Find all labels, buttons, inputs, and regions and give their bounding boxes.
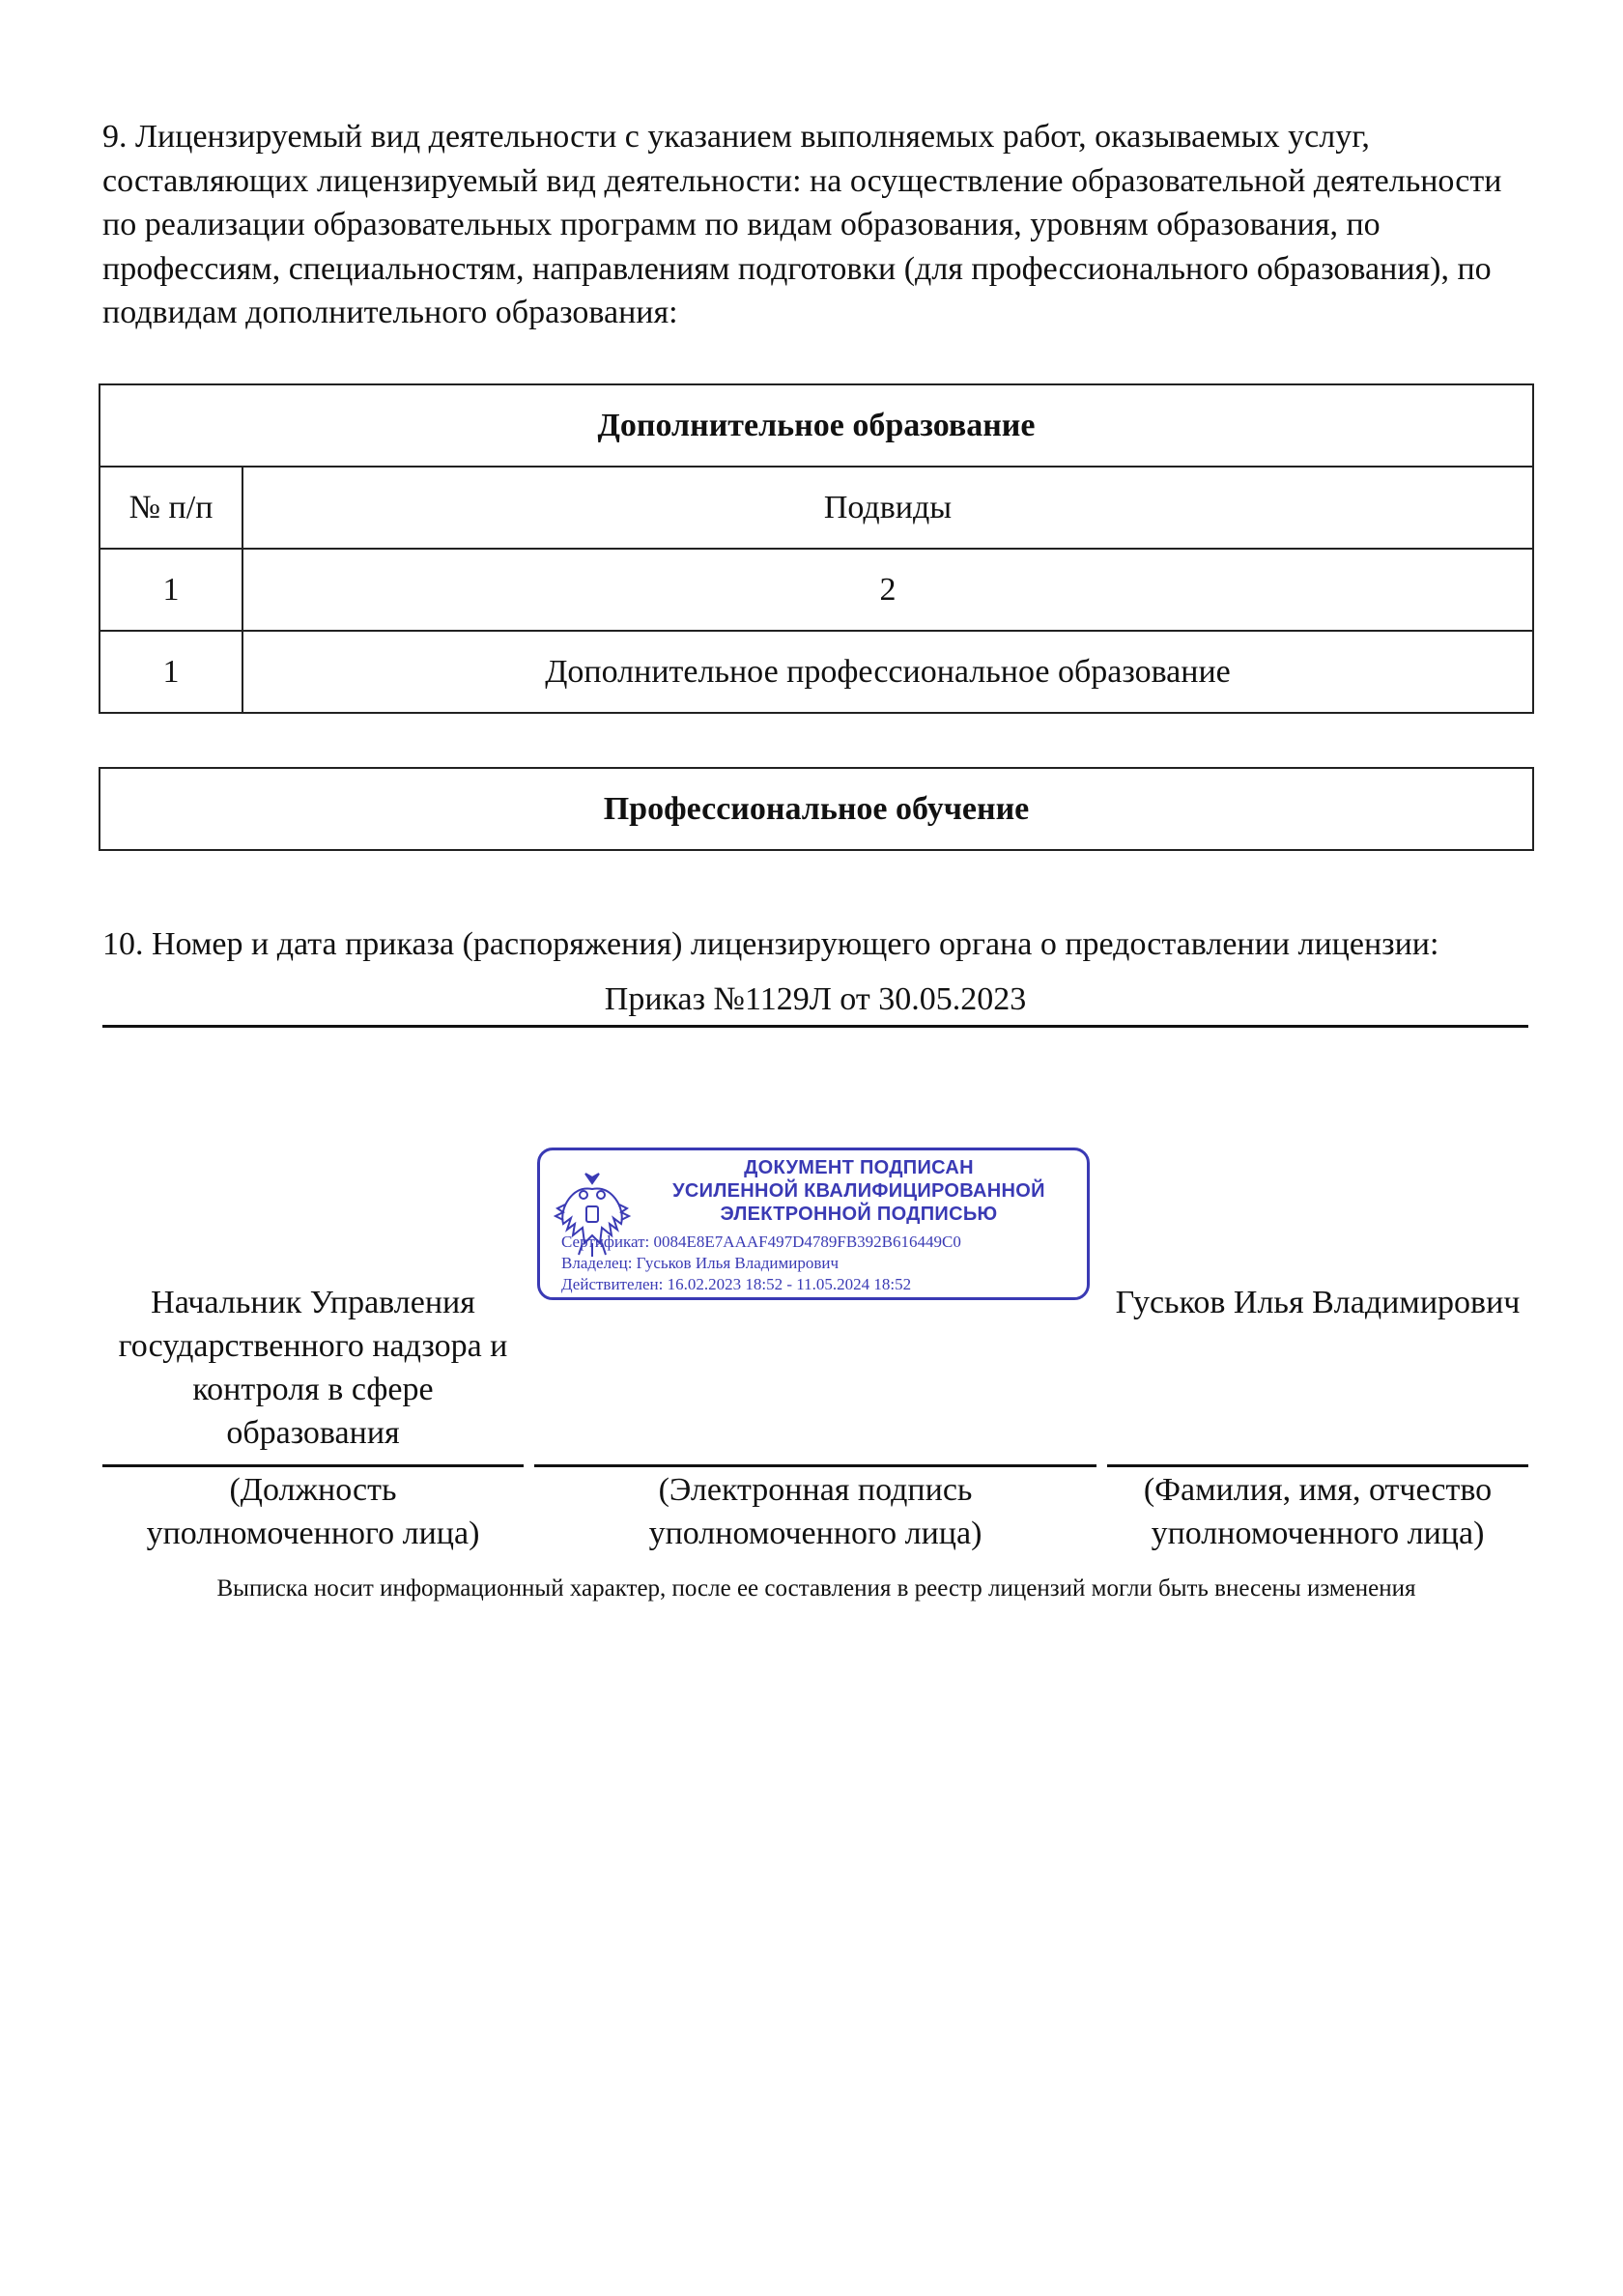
stamp-owner-label: Владелец: <box>561 1254 633 1272</box>
stamp-owner-value: Гуськов Илья Владимирович <box>636 1254 840 1272</box>
professional-training-table <box>99 767 1534 851</box>
stamp-valid-label: Действителен: <box>561 1275 664 1293</box>
stamp-certificate <box>561 1232 961 1253</box>
stamp-owner <box>561 1253 839 1274</box>
stamp-title-line: ЭЛЕКТРОННОЙ ПОДПИСЬЮ <box>720 1204 998 1225</box>
caption-line: (Фамилия, имя, отчество <box>1143 1472 1493 1508</box>
caption-position <box>102 1468 524 1555</box>
signature-line <box>102 1464 524 1467</box>
position-line: Начальник Управления <box>151 1285 475 1320</box>
column-header-subtypes: Подвиды <box>242 467 1533 549</box>
stamp-validity <box>561 1274 911 1295</box>
section-10-text: 10. Номер и дата приказа (распоряжения) лицензирующего органа о предоставлении лицензии: <box>102 926 1439 962</box>
row-subtype: Дополнительное профессиональное образование <box>242 631 1533 713</box>
additional-education-table <box>99 383 1534 714</box>
caption-line: уполномоченного лица) <box>648 1516 982 1551</box>
row-number: 1 <box>100 631 242 713</box>
column-numbers-row <box>100 549 1533 631</box>
stamp-certificate-label: Сертификат: <box>561 1233 650 1251</box>
section-9-text: 9. Лицензируемый вид деятельности с указанием выполняемых работ, оказываемых услуг, составляющих лицензируемый вид деятельности: на осуществление образовательной деятельности по реализации образовательных программ по видам образования, уровням образования, по профессиям, специальностям, направлениям подготовки (для профессионального образования), по подвидам дополнительного образования: <box>102 119 1502 330</box>
position-line: государственного надзора и <box>118 1328 508 1364</box>
disclaimer-note: Выписка носит информационный характер, после ее составления в реестр лицензий могли быть внесены изменения <box>216 1575 1416 1602</box>
table-title-row <box>100 768 1533 850</box>
table-title: Профессиональное обучение <box>100 768 1533 850</box>
table-row <box>100 631 1533 713</box>
official-name: Гуськов Илья Владимирович <box>1115 1285 1521 1320</box>
signature-line <box>534 1464 1096 1467</box>
official-position <box>102 1281 524 1455</box>
caption-line: уполномоченного лица) <box>146 1516 480 1551</box>
table-title-row <box>100 384 1533 467</box>
signature-line <box>1107 1464 1528 1467</box>
caption-line: уполномоченного лица) <box>1151 1516 1485 1551</box>
caption-line: (Электронная подпись <box>658 1472 973 1508</box>
stamp-certificate-value: 0084E8E7AAAF497D4789FB392B616449C0 <box>653 1233 961 1251</box>
column-header-number: № п/п <box>100 467 242 549</box>
stamp-title-line: ДОКУМЕНТ ПОДПИСАН <box>744 1157 974 1178</box>
caption-signature <box>534 1468 1096 1555</box>
column-number: 2 <box>242 549 1533 631</box>
caption-line: (Должность <box>229 1472 397 1508</box>
position-line: контроля в сфере <box>192 1372 434 1407</box>
table-header-row <box>100 467 1533 549</box>
order-number: Приказ №1129Л от 30.05.2023 <box>102 978 1528 1028</box>
stamp-title-line: УСИЛЕННОЙ КВАЛИФИЦИРОВАННОЙ <box>672 1180 1045 1202</box>
position-line: образования <box>226 1415 400 1451</box>
caption-name <box>1107 1468 1528 1555</box>
table-title: Дополнительное образование <box>100 384 1533 467</box>
stamp-valid-value: 16.02.2023 18:52 - 11.05.2024 18:52 <box>667 1275 912 1293</box>
e-signature-stamp <box>537 1148 1090 1300</box>
column-number: 1 <box>100 549 242 631</box>
